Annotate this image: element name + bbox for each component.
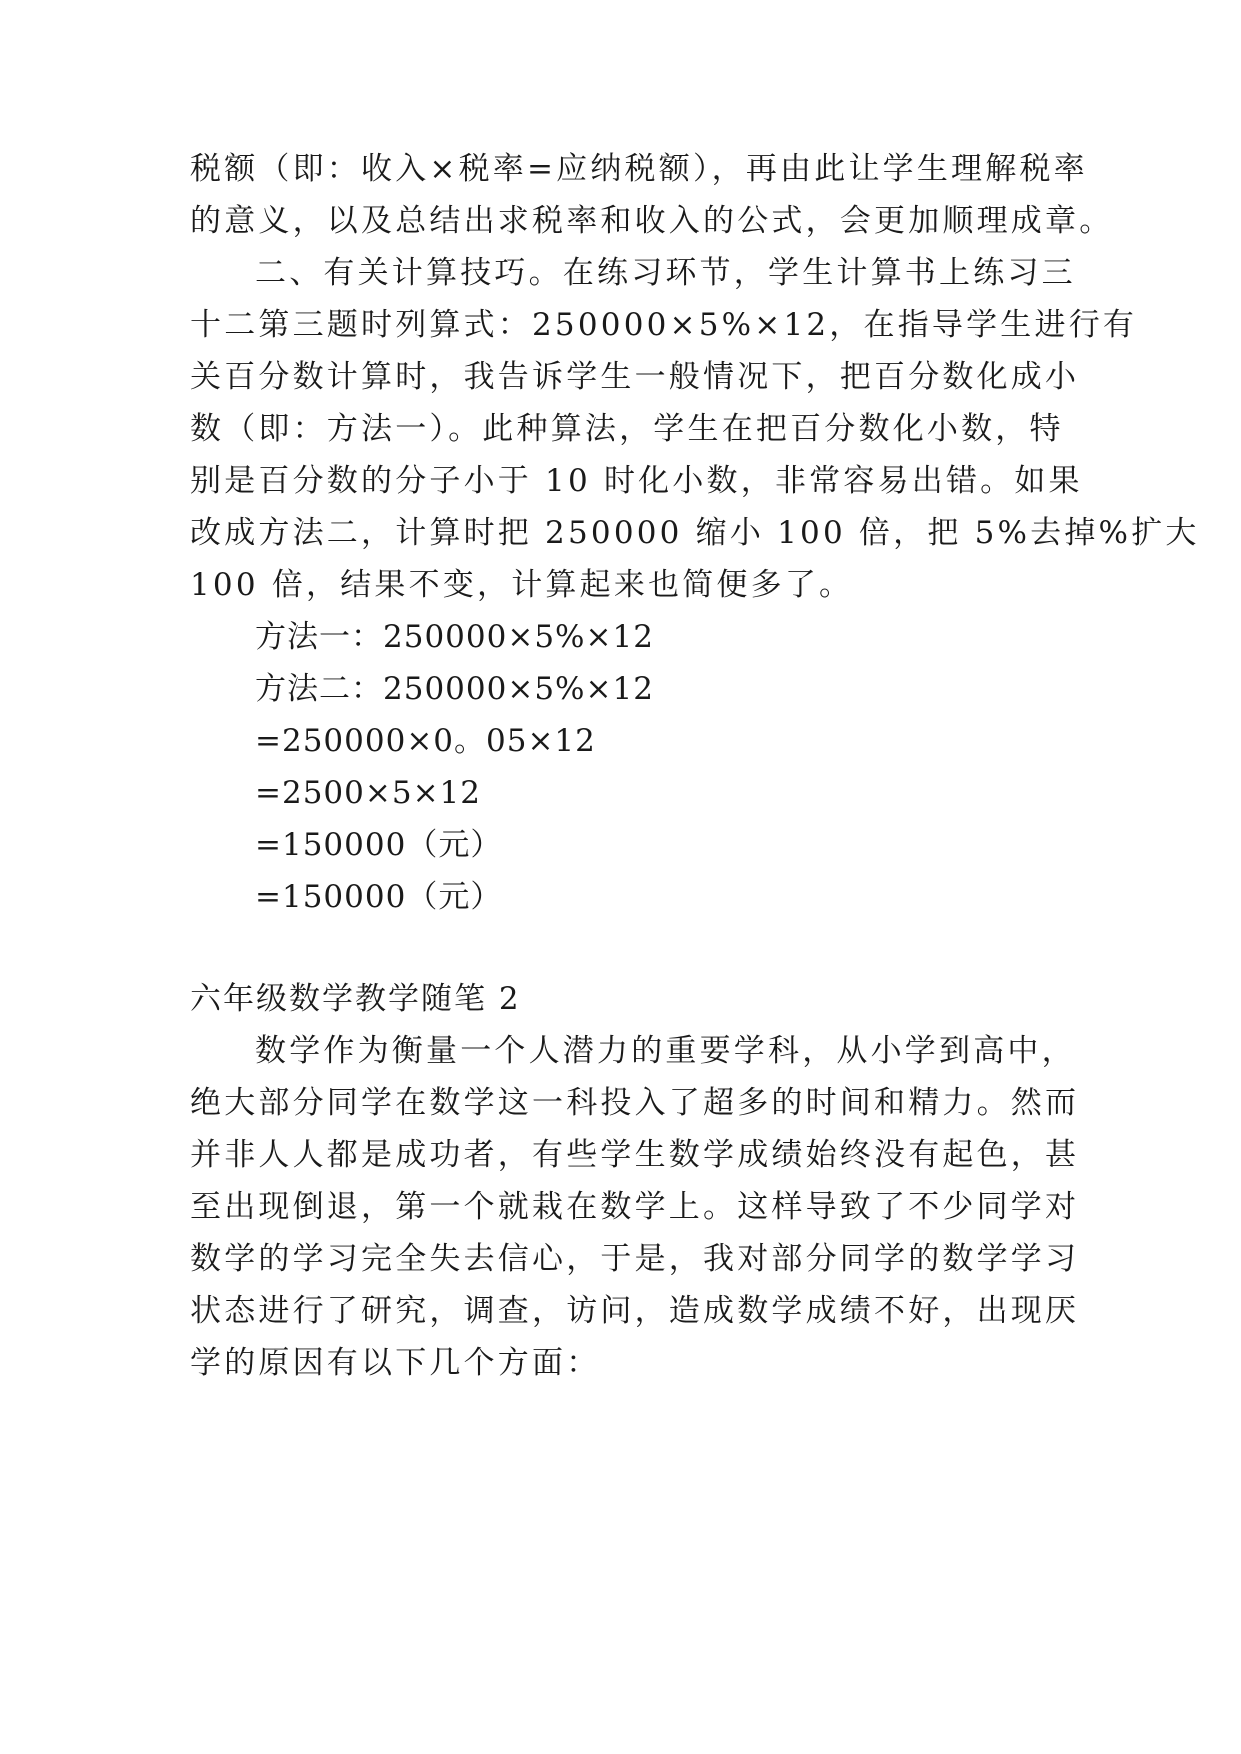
formula-line: =150000（元） [255,879,503,915]
paragraph-line: 绝大部分同学在数学这一科投入了超多的时间和精力。然而 [190,1085,1080,1121]
section-title: 六年级数学教学随笔 2 [190,981,521,1017]
formula-line: =2500×5×12 [255,775,481,811]
paragraph-line: 学的原因有以下几个方面： [190,1345,601,1381]
paragraph-line: 别是百分数的分子小于 10 时化小数，非常容易出错。如果 [190,463,1083,499]
paragraph-line: 100 倍，结果不变，计算起来也简便多了。 [190,567,854,603]
paragraph-line: 税额（即：收入×税率=应纳税额），再由此让学生理解税率 [190,151,1088,187]
paragraph-line: 数（即：方法一）。此种算法，学生在把百分数化小数，特 [190,411,1064,447]
formula-line: 方法一：250000×5%×12 [255,619,654,655]
paragraph-line: 至出现倒退，第一个就栽在数学上。这样导致了不少同学对 [190,1189,1080,1225]
paragraph-line: 数学作为衡量一个人潜力的重要学科，从小学到高中， [255,1033,1076,1069]
formula-line: =150000（元） [255,827,503,863]
paragraph-line: 二、有关计算技巧。在练习环节，学生计算书上练习三 [255,255,1076,291]
paragraph-line: 十二第三题时列算式：250000×5%×12，在指导学生进行有 [190,307,1138,343]
formula-line: =250000×0。05×12 [255,723,596,759]
paragraph-line: 并非人人都是成功者，有些学生数学成绩始终没有起色，甚 [190,1137,1080,1173]
paragraph-line: 的意义，以及总结出求税率和收入的公式，会更加顺理成章。 [190,203,1114,239]
paragraph-line: 改成方法二，计算时把 250000 缩小 100 倍，把 5%去掉%扩大 [190,515,1200,551]
paragraph-line: 数学的学习完全失去信心，于是，我对部分同学的数学学习 [190,1241,1080,1277]
paragraph-line: 状态进行了研究，调查，访问，造成数学成绩不好，出现厌 [190,1293,1080,1329]
formula-line: 方法二：250000×5%×12 [255,671,654,707]
paragraph-line: 关百分数计算时，我告诉学生一般情况下，把百分数化成小 [190,359,1080,395]
